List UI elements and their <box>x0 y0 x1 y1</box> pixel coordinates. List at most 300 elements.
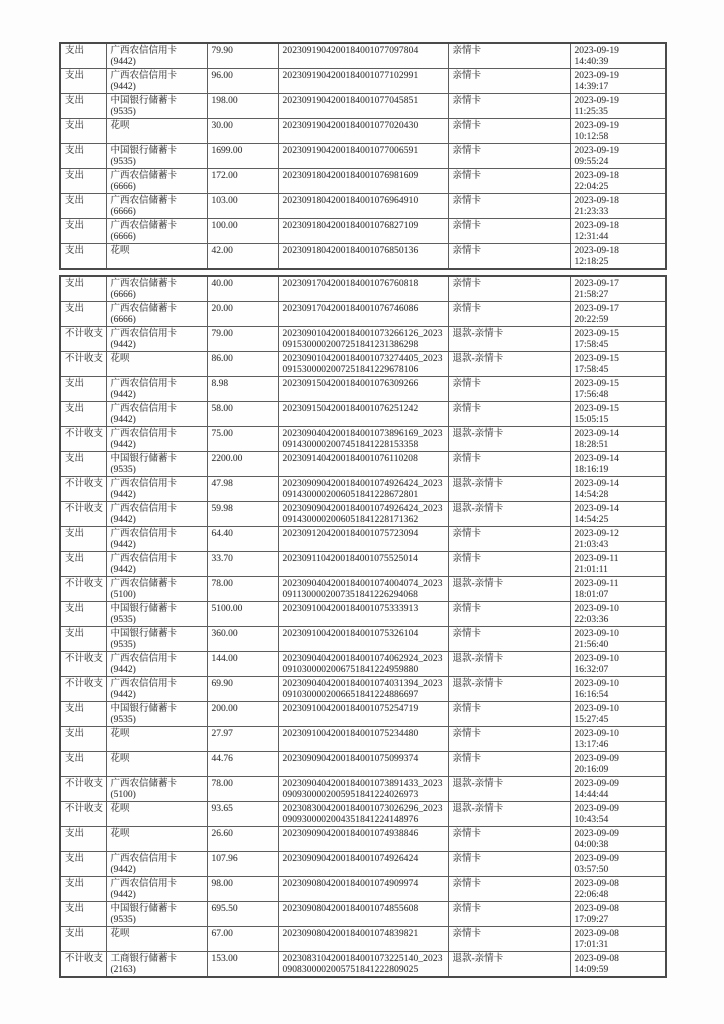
payment-method-label: 亲情卡 <box>452 879 482 889</box>
serial-number-line-2 <box>283 890 446 901</box>
transaction-time: 17:01:31 <box>574 939 609 950</box>
cell-serial-number <box>278 627 448 652</box>
serial-number-line-1: 2023091904200184001077102991 <box>282 71 419 81</box>
transaction-type-label: 不计收支 <box>65 679 104 689</box>
transaction-time: 14:44:44 <box>574 789 609 800</box>
card-name: 广西农信信用卡 <box>110 654 178 664</box>
card-name: 广西农信储蓄卡 <box>110 221 178 231</box>
card-name: 工商银行储蓄卡 <box>110 954 178 964</box>
cell-datetime <box>570 677 666 702</box>
amount-value: 144.00 <box>211 654 238 664</box>
serial-number-line-1: 2023090804200184001074839821 <box>282 929 419 939</box>
serial-number-line-2: 0909300002005951841224026973 <box>282 789 419 800</box>
cell-transaction-type <box>60 119 106 144</box>
cell-card <box>106 652 207 677</box>
card-number-suffix: (9535) <box>110 156 136 167</box>
cell-card <box>106 452 207 477</box>
cell-amount <box>207 302 278 327</box>
transaction-type-label: 支出 <box>65 46 85 56</box>
transaction-time: 21:01:11 <box>574 564 608 575</box>
cell-amount <box>207 69 278 94</box>
serial-number-line-2 <box>283 207 446 218</box>
cell-datetime <box>570 877 666 902</box>
transaction-type-label: 不计收支 <box>65 579 104 589</box>
card-name: 花呗 <box>110 121 130 131</box>
payment-method-label: 亲情卡 <box>452 704 482 714</box>
cell-card <box>106 927 207 952</box>
cell-card <box>106 852 207 877</box>
cell-datetime <box>570 852 666 877</box>
serial-number-line-1: 2023090404200184001074031394_2023 <box>282 679 443 689</box>
cell-serial-number <box>278 527 448 552</box>
cell-datetime <box>570 602 666 627</box>
transaction-time: 12:18:25 <box>574 256 609 267</box>
cell-payment-method <box>448 427 570 452</box>
cell-serial-number <box>278 427 448 452</box>
cell-datetime <box>570 194 666 219</box>
card-number-suffix <box>111 815 205 826</box>
cell-payment-method <box>448 727 570 752</box>
transaction-time: 22:04:25 <box>574 181 609 192</box>
transaction-type-label: 支出 <box>65 629 85 639</box>
transaction-time: 22:06:48 <box>574 889 609 900</box>
serial-number-line-1: 2023091004200184001075326104 <box>282 629 419 639</box>
transaction-time: 09:55:24 <box>574 156 609 167</box>
cell-serial-number <box>278 219 448 244</box>
cell-datetime <box>570 169 666 194</box>
payment-method-label: 亲情卡 <box>452 196 482 206</box>
cell-card <box>106 577 207 602</box>
serial-number-line-2: 0909300002004351841224148976 <box>282 814 419 825</box>
transaction-time: 21:03:43 <box>574 539 609 550</box>
cell-card <box>106 827 207 852</box>
amount-value: 98.00 <box>211 879 233 889</box>
cell-transaction-type <box>60 69 106 94</box>
transaction-type-label: 支出 <box>65 171 85 181</box>
card-number-suffix <box>111 765 205 776</box>
transaction-date: 2023-09-19 <box>574 121 619 131</box>
cell-datetime <box>570 577 666 602</box>
amount-value: 695.50 <box>211 904 238 914</box>
serial-number-line-1: 2023090404200184001073891433_2023 <box>282 779 443 789</box>
serial-number-line-1: 2023091904200184001077020430 <box>282 121 419 131</box>
serial-number-line-1: 2023091704200184001076746086 <box>282 304 419 314</box>
transaction-date: 2023-09-19 <box>574 46 619 56</box>
serial-number-line-1: 2023090104200184001073274405_2023 <box>282 354 443 364</box>
transaction-time: 17:58:45 <box>574 364 609 375</box>
transaction-date: 2023-09-09 <box>574 754 619 764</box>
cell-serial-number <box>278 119 448 144</box>
table-row <box>60 94 666 119</box>
serial-number-line-2 <box>283 390 446 401</box>
cell-payment-method <box>448 327 570 352</box>
cell-payment-method <box>448 827 570 852</box>
transaction-time: 21:58:27 <box>574 289 609 300</box>
cell-transaction-type <box>60 219 106 244</box>
cell-payment-method <box>448 244 570 270</box>
cell-card <box>106 119 207 144</box>
card-name: 广西农信信用卡 <box>110 479 178 489</box>
transaction-type-label: 支出 <box>65 829 85 839</box>
payment-method-label: 亲情卡 <box>452 279 482 289</box>
transaction-type-label: 支出 <box>65 904 85 914</box>
cell-datetime <box>570 276 666 302</box>
cell-card <box>106 276 207 302</box>
cell-amount <box>207 677 278 702</box>
card-name: 花呗 <box>110 729 130 739</box>
payment-method-label: 亲情卡 <box>452 221 482 231</box>
cell-serial-number <box>278 552 448 577</box>
cell-amount <box>207 852 278 877</box>
card-name: 广西农信信用卡 <box>110 379 178 389</box>
transaction-time: 10:12:58 <box>574 131 609 142</box>
amount-value: 172.00 <box>211 171 238 181</box>
transactions-tbody-page-2 <box>60 276 666 977</box>
cell-datetime <box>570 219 666 244</box>
serial-number-line-2 <box>283 640 446 651</box>
serial-number-line-1: 2023091904200184001077045851 <box>282 96 419 106</box>
transaction-date: 2023-09-11 <box>574 554 619 564</box>
cell-card <box>106 244 207 270</box>
serial-number-line-2 <box>283 840 446 851</box>
cell-transaction-type <box>60 852 106 877</box>
amount-value: 107.96 <box>211 854 238 864</box>
payment-method-label: 亲情卡 <box>452 404 482 414</box>
cell-serial-number <box>278 927 448 952</box>
card-name: 广西农信信用卡 <box>110 879 178 889</box>
cell-payment-method <box>448 902 570 927</box>
payment-method-label: 亲情卡 <box>452 454 482 464</box>
transaction-time: 14:09:59 <box>574 964 609 975</box>
serial-number-line-2: 0915300002007251841229678106 <box>282 364 419 375</box>
cell-card <box>106 677 207 702</box>
cell-serial-number <box>278 602 448 627</box>
payment-method-label: 退款-亲情卡 <box>452 479 504 489</box>
cell-card <box>106 169 207 194</box>
payment-method-label: 退款-亲情卡 <box>452 329 504 339</box>
cell-payment-method <box>448 402 570 427</box>
card-name: 广西农信储蓄卡 <box>110 279 178 289</box>
transaction-time: 16:32:07 <box>574 664 609 675</box>
transaction-type-label: 支出 <box>65 854 85 864</box>
card-number-suffix: (6666) <box>110 289 136 300</box>
cell-card <box>106 627 207 652</box>
cell-datetime <box>570 377 666 402</box>
card-number-suffix: (6666) <box>110 314 136 325</box>
serial-number-line-1: 2023090904200184001074926424 <box>282 854 419 864</box>
payment-method-label: 亲情卡 <box>452 246 482 256</box>
serial-number-line-2 <box>283 540 446 551</box>
payment-method-label: 退款-亲情卡 <box>452 679 504 689</box>
serial-number-line-2 <box>283 765 446 776</box>
cell-datetime <box>570 527 666 552</box>
serial-number-line-1: 2023091904200184001077097804 <box>282 46 419 56</box>
cell-payment-method <box>448 627 570 652</box>
card-name: 中国银行储蓄卡 <box>110 454 178 464</box>
card-name: 广西农信储蓄卡 <box>110 304 178 314</box>
payment-method-label: 亲情卡 <box>452 171 482 181</box>
card-name: 广西农信信用卡 <box>110 429 178 439</box>
card-name: 花呗 <box>110 754 130 764</box>
cell-card <box>106 43 207 69</box>
cell-datetime <box>570 752 666 777</box>
card-number-suffix: (9535) <box>110 914 136 925</box>
cell-transaction-type <box>60 602 106 627</box>
serial-number-line-1: 2023091804200184001076964910 <box>282 196 419 206</box>
transaction-time: 14:39:17 <box>574 81 609 92</box>
transaction-date: 2023-09-17 <box>574 279 619 289</box>
payment-method-label: 退款-亲情卡 <box>452 504 504 514</box>
cell-amount <box>207 402 278 427</box>
cell-serial-number <box>278 852 448 877</box>
table-row <box>60 827 666 852</box>
table-row <box>60 219 666 244</box>
amount-value: 103.00 <box>211 196 238 206</box>
cell-amount <box>207 452 278 477</box>
cell-amount <box>207 144 278 169</box>
table-row <box>60 244 666 270</box>
serial-number-line-2 <box>283 940 446 951</box>
cell-datetime <box>570 94 666 119</box>
cell-card <box>106 477 207 502</box>
serial-number-line-1: 2023091804200184001076850136 <box>282 246 419 256</box>
transaction-type-label: 支出 <box>65 754 85 764</box>
payment-method-label: 亲情卡 <box>452 96 482 106</box>
serial-number-line-1: 2023091704200184001076760818 <box>282 279 419 289</box>
card-name: 中国银行储蓄卡 <box>110 704 178 714</box>
payment-method-label: 亲情卡 <box>452 554 482 564</box>
transaction-type-label: 支出 <box>65 529 85 539</box>
card-name: 花呗 <box>110 354 130 364</box>
transaction-date: 2023-09-15 <box>574 354 619 364</box>
serial-number-line-2 <box>283 915 446 926</box>
cell-transaction-type <box>60 502 106 527</box>
serial-number-line-1: 2023090404200184001074004074_2023 <box>282 579 443 589</box>
cell-payment-method <box>448 69 570 94</box>
cell-amount <box>207 777 278 802</box>
table-row <box>60 43 666 69</box>
cell-transaction-type <box>60 927 106 952</box>
transaction-type-label: 不计收支 <box>65 954 104 964</box>
cell-amount <box>207 327 278 352</box>
transaction-date: 2023-09-08 <box>574 904 619 914</box>
card-number-suffix: (9442) <box>110 81 136 92</box>
serial-number-line-2 <box>283 132 446 143</box>
transaction-time: 14:54:25 <box>574 514 609 525</box>
cell-transaction-type <box>60 402 106 427</box>
cell-transaction-type <box>60 477 106 502</box>
transaction-date: 2023-09-10 <box>574 629 619 639</box>
transaction-time: 21:56:40 <box>574 639 609 650</box>
transaction-time: 03:57:50 <box>574 864 609 875</box>
serial-number-line-2 <box>283 865 446 876</box>
amount-value: 58.00 <box>211 404 233 414</box>
serial-number-line-1: 2023090404200184001073896169_2023 <box>282 429 443 439</box>
cell-transaction-type <box>60 43 106 69</box>
cell-serial-number <box>278 169 448 194</box>
cell-amount <box>207 552 278 577</box>
cell-payment-method <box>448 169 570 194</box>
amount-value: 67.00 <box>211 929 233 939</box>
cell-amount <box>207 827 278 852</box>
table-row <box>60 276 666 302</box>
table-row <box>60 802 666 827</box>
table-row <box>60 777 666 802</box>
cell-card <box>106 877 207 902</box>
transaction-date: 2023-09-12 <box>574 529 619 539</box>
card-number-suffix <box>111 257 205 268</box>
cell-amount <box>207 702 278 727</box>
cell-transaction-type <box>60 302 106 327</box>
cell-amount <box>207 752 278 777</box>
table-row <box>60 302 666 327</box>
table-row <box>60 477 666 502</box>
cell-card <box>106 802 207 827</box>
payment-method-label: 亲情卡 <box>452 604 482 614</box>
transaction-time: 11:25:35 <box>574 106 608 117</box>
serial-number-line-2 <box>283 82 446 93</box>
cell-datetime <box>570 827 666 852</box>
cell-serial-number <box>278 577 448 602</box>
cell-amount <box>207 502 278 527</box>
card-name: 广西农信信用卡 <box>110 329 178 339</box>
card-number-suffix: (9535) <box>110 639 136 650</box>
transaction-date: 2023-09-18 <box>574 196 619 206</box>
table-row <box>60 427 666 452</box>
cell-datetime <box>570 327 666 352</box>
transaction-date: 2023-09-18 <box>574 171 619 181</box>
card-name: 广西农信信用卡 <box>110 504 178 514</box>
table-row <box>60 702 666 727</box>
transaction-date: 2023-09-17 <box>574 304 619 314</box>
transaction-type-label: 不计收支 <box>65 329 104 339</box>
transaction-type-label: 不计收支 <box>65 504 104 514</box>
card-name: 花呗 <box>110 804 130 814</box>
transaction-time: 12:31:44 <box>574 231 609 242</box>
payment-method-label: 亲情卡 <box>452 854 482 864</box>
cell-amount <box>207 627 278 652</box>
serial-number-line-1: 2023090104200184001073266126_2023 <box>282 329 443 339</box>
table-row <box>60 352 666 377</box>
amount-value: 200.00 <box>211 704 238 714</box>
serial-number-line-2: 0915300002007251841231386298 <box>282 339 419 350</box>
table-row <box>60 852 666 877</box>
cell-card <box>106 552 207 577</box>
amount-value: 1699.00 <box>211 146 243 156</box>
card-number-suffix: (9442) <box>110 514 136 525</box>
cell-amount <box>207 602 278 627</box>
table-row <box>60 452 666 477</box>
table-row <box>60 552 666 577</box>
transaction-date: 2023-09-19 <box>574 146 619 156</box>
payment-method-label: 退款-亲情卡 <box>452 579 504 589</box>
amount-value: 96.00 <box>211 71 233 81</box>
amount-value: 2200.00 <box>211 454 243 464</box>
serial-number-line-1: 2023091004200184001075333913 <box>282 604 419 614</box>
transaction-time: 13:17:46 <box>574 739 609 750</box>
cell-datetime <box>570 402 666 427</box>
card-name: 中国银行储蓄卡 <box>110 629 178 639</box>
transaction-date: 2023-09-18 <box>574 221 619 231</box>
transaction-type-label: 支出 <box>65 704 85 714</box>
cell-serial-number <box>278 276 448 302</box>
card-number-suffix: (9442) <box>110 864 136 875</box>
cell-datetime <box>570 777 666 802</box>
serial-number-line-1: 2023091004200184001075254719 <box>282 704 419 714</box>
card-number-suffix: (6666) <box>110 206 136 217</box>
card-name: 中国银行储蓄卡 <box>110 904 178 914</box>
cell-serial-number <box>278 94 448 119</box>
transaction-type-label: 不计收支 <box>65 654 104 664</box>
serial-number-line-2: 0910300002006751841224959880 <box>282 664 419 675</box>
cell-card <box>106 427 207 452</box>
cell-transaction-type <box>60 827 106 852</box>
serial-number-line-1: 2023091404200184001076110208 <box>282 454 418 464</box>
transaction-type-label: 支出 <box>65 196 85 206</box>
transactions-tbody-page-1 <box>60 43 666 269</box>
serial-number-line-2 <box>283 257 446 268</box>
cell-serial-number <box>278 827 448 852</box>
cell-amount <box>207 877 278 902</box>
transaction-date: 2023-09-09 <box>574 854 619 864</box>
transaction-type-label: 支出 <box>65 454 85 464</box>
transaction-date: 2023-09-08 <box>574 929 619 939</box>
cell-card <box>106 219 207 244</box>
amount-value: 20.00 <box>211 304 233 314</box>
transaction-type-label: 不计收支 <box>65 429 104 439</box>
card-number-suffix: (9535) <box>110 106 136 117</box>
cell-datetime <box>570 702 666 727</box>
card-name: 广西农信信用卡 <box>110 854 178 864</box>
cell-datetime <box>570 502 666 527</box>
cell-serial-number <box>278 502 448 527</box>
transaction-tables-container <box>59 42 665 978</box>
cell-amount <box>207 927 278 952</box>
transaction-type-label: 支出 <box>65 121 85 131</box>
transaction-time: 17:58:45 <box>574 339 609 350</box>
amount-value: 86.00 <box>211 354 233 364</box>
transaction-date: 2023-09-09 <box>574 804 619 814</box>
cell-payment-method <box>448 777 570 802</box>
table-row <box>60 752 666 777</box>
card-name: 广西农信储蓄卡 <box>110 779 178 789</box>
amount-value: 59.98 <box>211 504 233 514</box>
cell-serial-number <box>278 402 448 427</box>
cell-card <box>106 327 207 352</box>
card-number-suffix: (6666) <box>110 231 136 242</box>
serial-number-line-2 <box>283 565 446 576</box>
card-number-suffix: (9442) <box>110 489 136 500</box>
transaction-date: 2023-09-14 <box>574 479 619 489</box>
cell-card <box>106 752 207 777</box>
cell-payment-method <box>448 502 570 527</box>
amount-value: 75.00 <box>211 429 233 439</box>
cell-serial-number <box>278 352 448 377</box>
cell-serial-number <box>278 802 448 827</box>
cell-serial-number <box>278 877 448 902</box>
serial-number-line-2 <box>283 715 446 726</box>
cell-payment-method <box>448 119 570 144</box>
cell-card <box>106 69 207 94</box>
cell-card <box>106 377 207 402</box>
transaction-date: 2023-09-10 <box>574 704 619 714</box>
table-row <box>60 69 666 94</box>
amount-value: 79.00 <box>211 329 233 339</box>
cell-serial-number <box>278 752 448 777</box>
card-number-suffix: (6666) <box>110 181 136 192</box>
cell-payment-method <box>448 144 570 169</box>
transaction-time: 17:56:48 <box>574 389 609 400</box>
